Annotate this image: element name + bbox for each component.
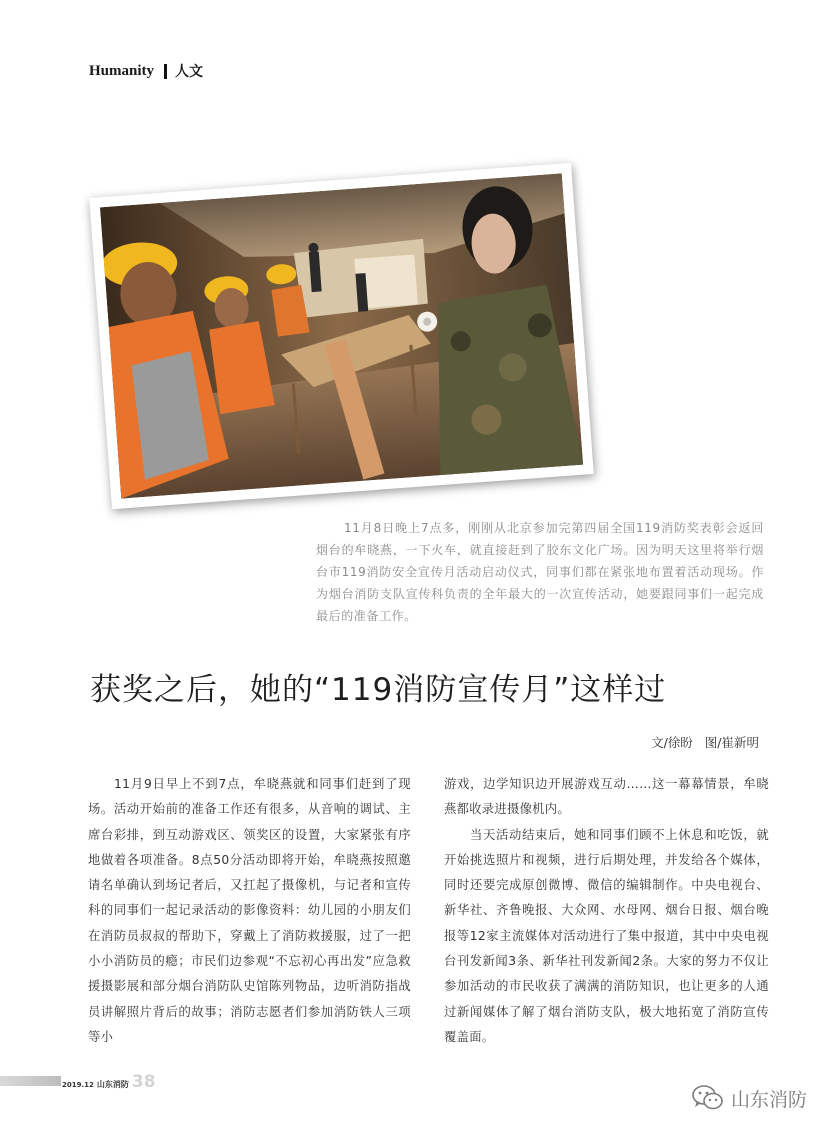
photo-image bbox=[100, 173, 583, 498]
feature-photo bbox=[89, 163, 594, 510]
footer-issue: 2019.12 bbox=[62, 1081, 94, 1089]
section-label-cn: 人文 bbox=[175, 64, 204, 80]
section-divider bbox=[164, 64, 167, 79]
byline-author: 文/徐盼 bbox=[651, 735, 693, 750]
section-header bbox=[89, 60, 203, 82]
page-footer bbox=[62, 1072, 156, 1092]
byline bbox=[651, 733, 759, 751]
footer-magazine: 山东消防 bbox=[96, 1080, 129, 1089]
intro-paragraph bbox=[316, 517, 764, 627]
body-column-right bbox=[444, 772, 769, 1050]
body-paragraph: 当天活动结束后，她和同事们顾不上休息和吃饭，就开始挑选照片和视频，进行后期处理，并发给各个媒体，同时还要完成原创微博、微信的编辑制作。中央电视台、新华社、齐鲁晚报、大众网、水母网、烟台日报、烟台晚报等12家主流媒体对活动进行了集中报道，其中中央电视台刊发新闻3条、新华社刊发新闻2条。大家的努力不仅让参加活动的市民收获了满满的消防知识，也让更多的人通过新闻媒体了解了烟台消防支队，极大地拓宽了消防宣传覆盖面。 bbox=[444, 827, 769, 1044]
footer-bar bbox=[0, 1076, 61, 1086]
watermark bbox=[691, 1084, 807, 1112]
byline-photographer: 图/崔新明 bbox=[704, 735, 759, 750]
body-column-left bbox=[88, 772, 411, 1050]
wechat-icon bbox=[691, 1084, 725, 1112]
page-number: 38 bbox=[131, 1072, 156, 1092]
watermark-text: 山东消防 bbox=[730, 1088, 807, 1111]
body-paragraph: 11月9日早上不到7点，牟晓燕就和同事们赶到了现场。活动开始前的准备工作还有很多，从音响的调试、主席台彩排，到互动游戏区、领奖区的设置，大家紧张有序地做着各项准备。8点50分活动即将开始，牟晓燕按照邀请名单确认到场记者后，又扛起了摄像机，与记者和宣传科的同事们一起记录活动的影像资料：幼儿园的小朋友们在消防员叔叔的帮助下，穿戴上了消防救援服，过了一把小小消防员的瘾；市民们边参观“不忘初心再出发”应急救援摄影展和部分烟台消防队史馆陈列物品，边听消防指战员讲解照片背后的故事；消防志愿者们参加消防铁人三项等小 bbox=[88, 777, 411, 1044]
intro-text: 11月8日晚上7点多，刚刚从北京参加完第四届全国119消防奖表彰会返回烟台的牟晓燕，一下火车，就直接赶到了胶东文化广场。因为明天这里将举行烟台市119消防安全宣传月活动启动仪式，同事们都在紧张地布置着活动现场。作为烟台消防支队宣传科负责的全年最大的一次宣传活动，她要跟同事们一起完成最后的准备工作。 bbox=[316, 521, 764, 623]
section-label-en: Humanity bbox=[89, 62, 155, 79]
body-paragraph: 游戏，边学知识边开展游戏互动……这一幕幕情景，牟晓燕都收录进摄像机内。 bbox=[444, 777, 769, 817]
article-title: 获奖之后，她的“119消防宣传月”这样过 bbox=[90, 672, 667, 708]
